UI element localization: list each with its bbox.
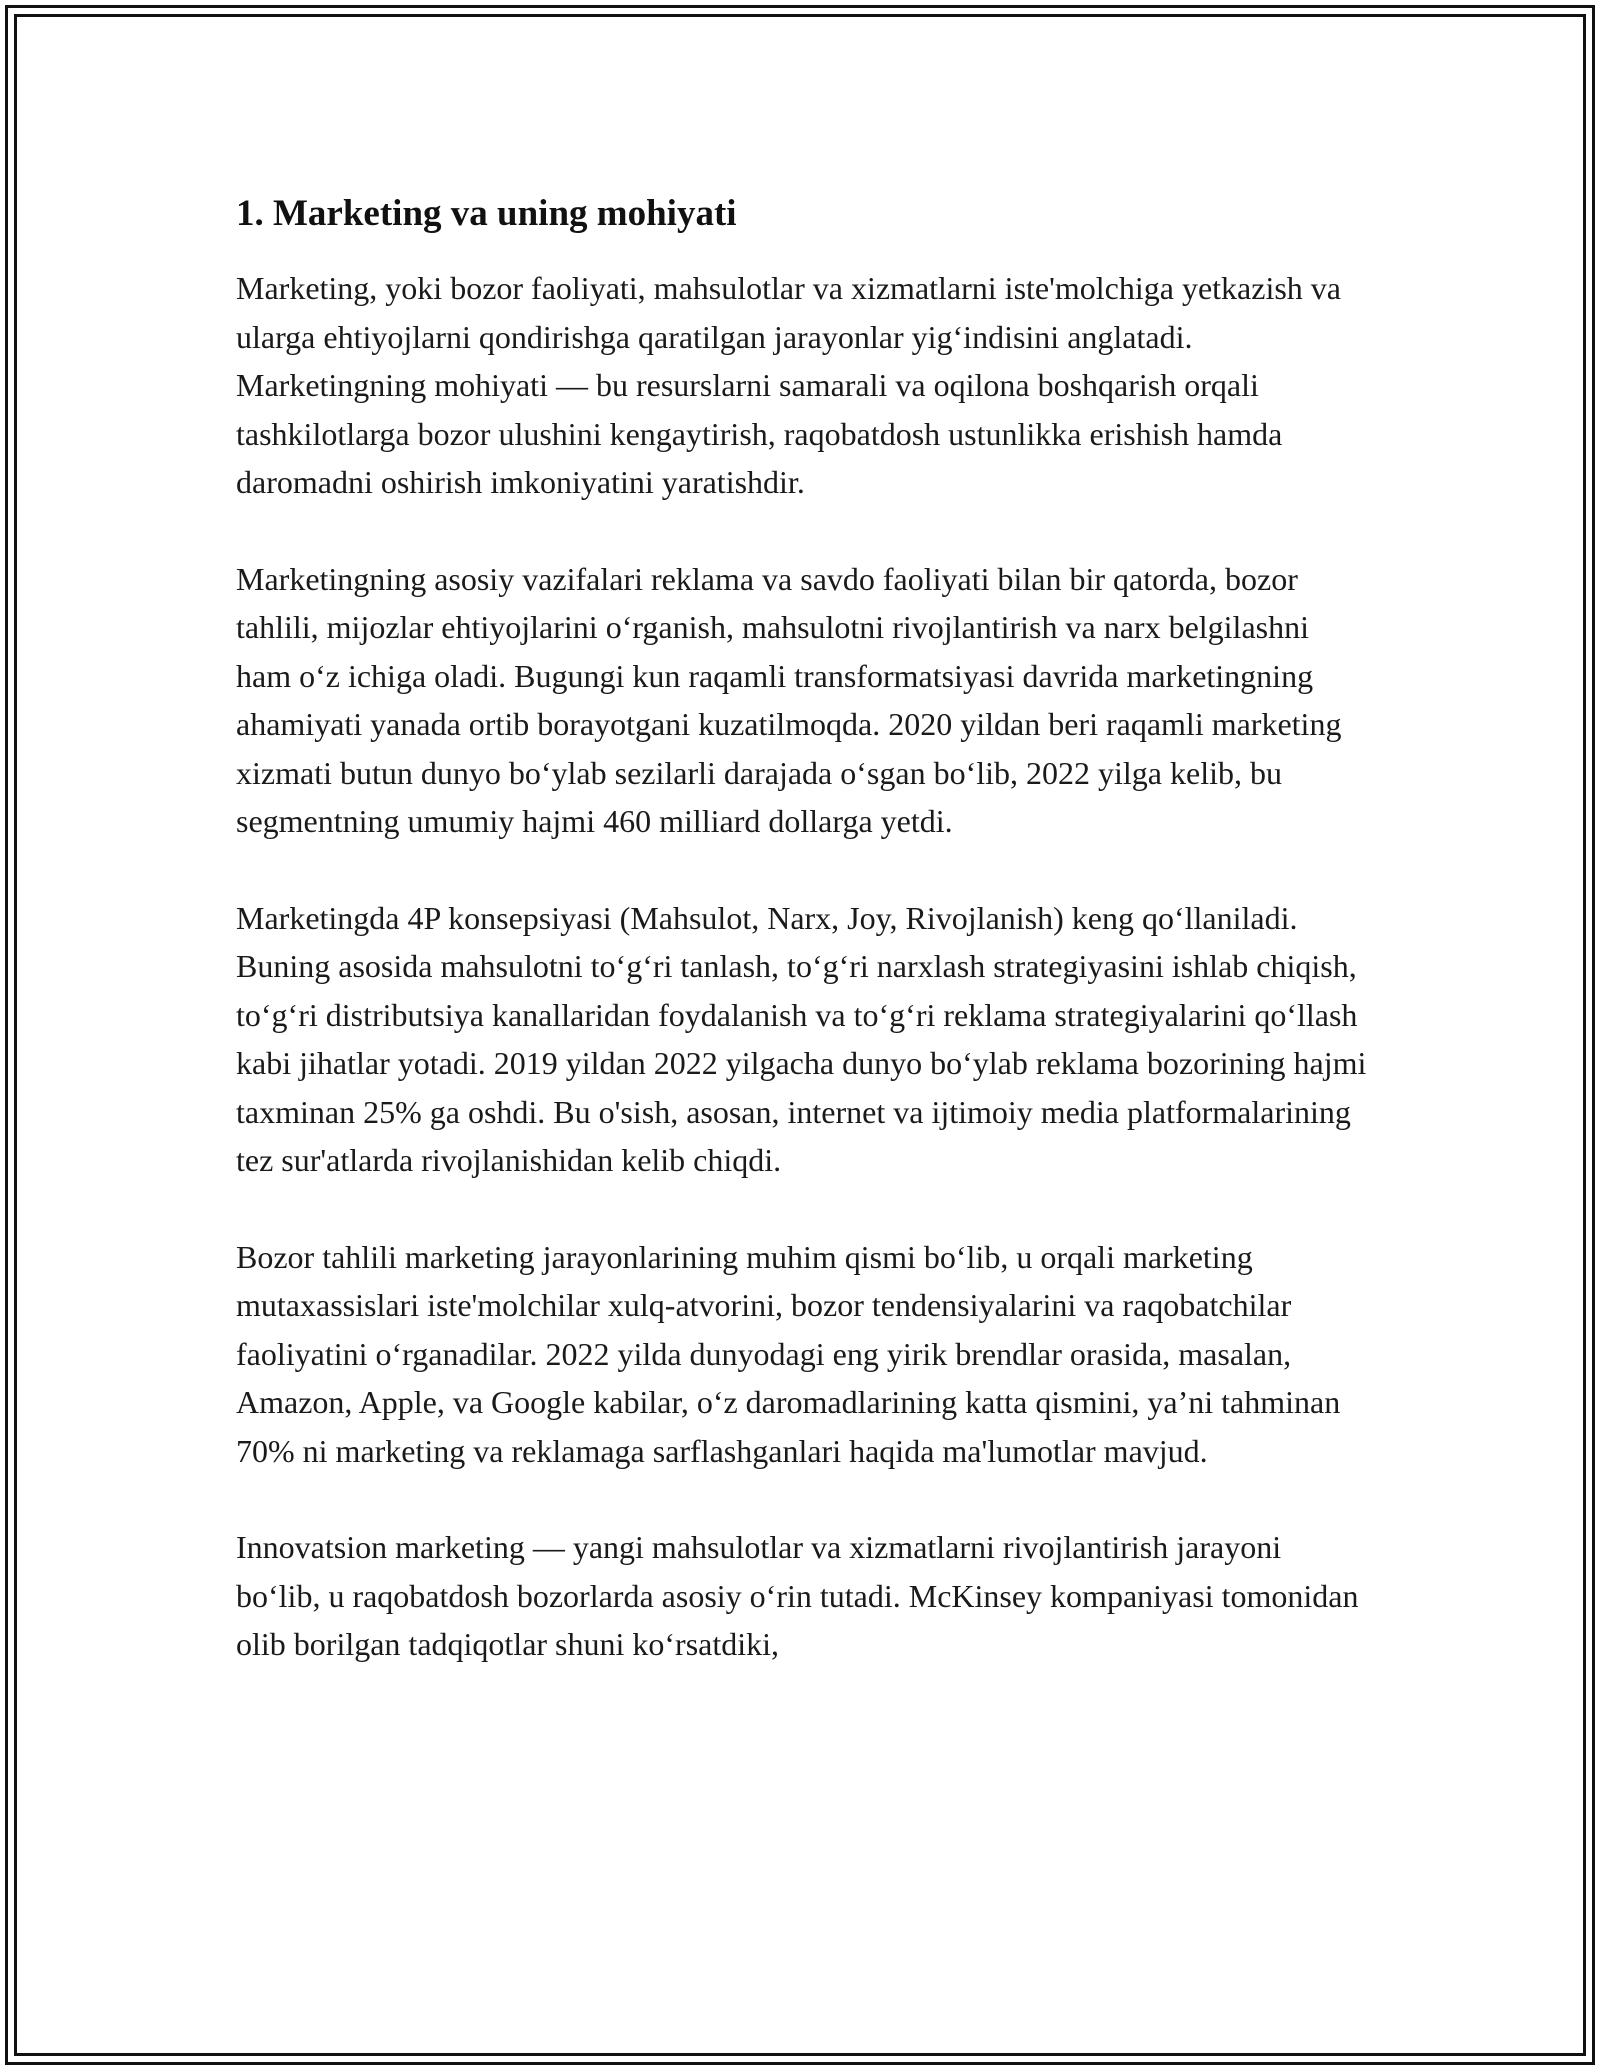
paragraph-1: Marketing, yoki bozor faoliyati, mahsulotlar va xizmatlarni iste'molchiga yetkazish va ularga ehtiyojlarni qondirishga qaratilgan jarayonlar yig‘indisini anglatadi. Marketingning mohiyati — bu resurslarni samarali va oqilona boshqarish orqali tashkilotlarga bozor ulushini kengaytirish, raqobatdosh ustunlikka erishish hamda daromadni oshirish imkoniyatini yaratishdir. [236, 270, 1341, 500]
section-heading: 1. Marketing va uning mohiyati [236, 193, 737, 234]
paragraph-3: Marketingda 4P konsepsiyasi (Mahsulot, Narx, Joy, Rivojlanish) keng qo‘llaniladi. Buning asosida mahsulotni to‘g‘ri tanlash, to‘g‘ri narxlash strategiyasini ishlab chiqish, to‘g‘ri distributsiya kanallaridan foydalanish va to‘g‘ri reklama strategiyalarini qo‘llash kabi jihatlar yotadi. 2019 yildan 2022 yilgacha dunyo bo‘ylab reklama bozorining hajmi taxminan 25% ga oshdi. Bu o'sish, asosan, internet va ijtimoiy media platformalarining tez sur'atlarda rivojlanishidan kelib chiqdi. [236, 899, 1367, 1178]
paragraph-4: Bozor tahlili marketing jarayonlarining muhim qismi bo‘lib, u orqali marketing mutaxassislari iste'molchilar xulq-atvorini, bozor tendensiyalarini va raqobatchilar faoliyatini o‘rganadilar. 2022 yilda dunyodagi eng yirik brendlar orasida, masalan, Amazon, Apple, va Google kabilar, o‘z daromadlarining katta qismini, ya’ni tahminan 70% ni marketing va reklamaga sarflashganlari haqida ma'lumotlar mavjud. [236, 1238, 1341, 1469]
paragraph-2: Marketingning asosiy vazifalari reklama va savdo faoliyati bilan bir qatorda, bozor tahlili, mijozlar ehtiyojlarini o‘rganish, mahsulotni rivojlantirish va narx belgilashni ham o‘z ichiga oladi. Bugungi kun raqamli transformatsiyasi davrida marketingning ahamiyati yanada ortib borayotgani kuzatilmoqda. 2020 yildan beri raqamli marketing xizmati butun dunyo bo‘ylab sezilarli darajada o‘sgan bo‘lib, 2022 yilga kelib, bu segmentning umumiy hajmi 460 milliard dollarga yetdi. [236, 560, 1342, 839]
document-content [236, 186, 1368, 1717]
paragraph-5: Innovatsion marketing — yangi mahsulotlar va xizmatlarni rivojlantirish jarayoni bo‘lib, u raqobatdosh bozorlarda asosiy o‘rin tutadi. McKinsey kompaniyasi tomonidan olib borilgan tadqiqotlar shuni ko‘rsatdiki, [236, 1529, 1359, 1662]
